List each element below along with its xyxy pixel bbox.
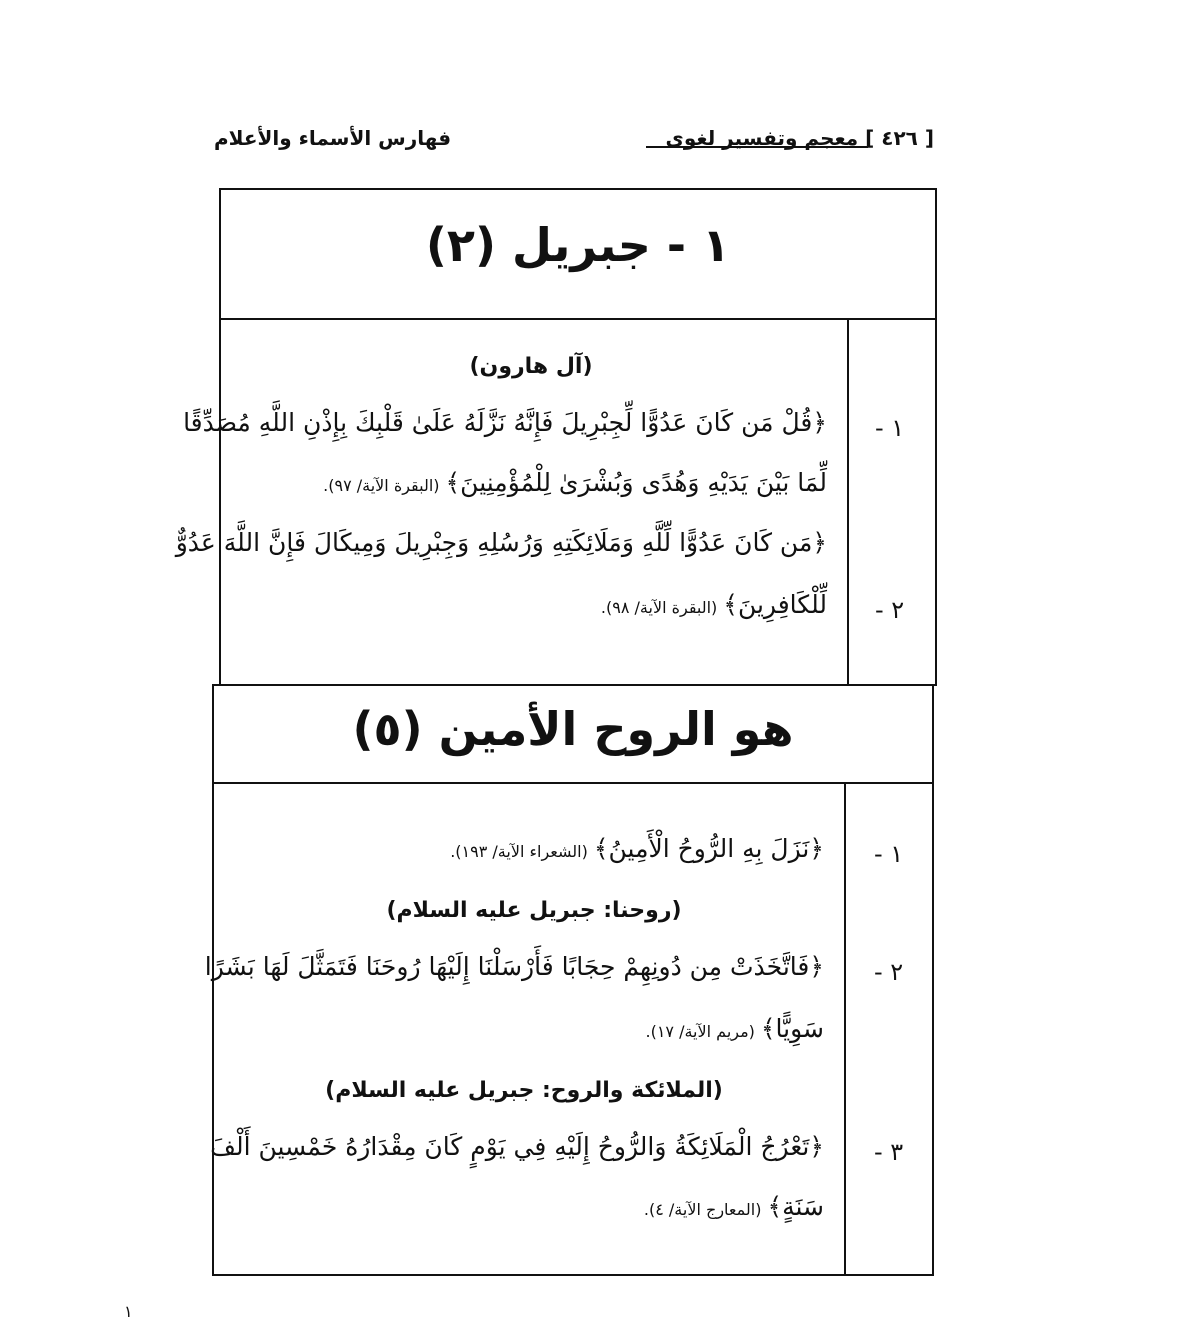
page-header [214,118,934,158]
number-column-divider [847,320,849,684]
verse-reference: (الشعراء الآية/ ١٩٣). [450,842,588,861]
verse-text: سَوِيًّا﴾ [760,1014,824,1043]
section-jibril-title-box [221,190,935,320]
verse-line: ﴿قُلْ مَن كَانَ عَدُوًّا لِّجِبْرِيلَ فَإِنَّهُ نَزَّلَهُ عَلَىٰ قَلْبِكَ بِإِذْنِ اللَّهِ مُصَدِّقًا [183,408,827,437]
verse-reference: (البقرة الآية/ ٩٧). [323,476,440,495]
page-number-and-book-title: [ ٤٢٦ ] معجم وتفسير لغوى [665,126,934,150]
verse-text: لِّمَا بَيْنَ يَدَيْهِ وَهُدًى وَبُشْرَىٰ لِلْمُؤْمِنِينَ﴾ [445,468,827,497]
verse-line: ﴿فَاتَّخَذَتْ مِن دُونِهِمْ حِجَابًا فَأَرْسَلْنَا إِلَيْهَا رُوحَنَا فَتَمَثَّلَ لَهَا بَشَرًا [204,952,824,981]
verse-line: ﴿تَعْرُجُ الْمَلَائِكَةُ وَالرُّوحُ إِلَيْهِ فِي يَوْمٍ كَانَ مِقْدَارُهُ خَمْسِينَ أَلْفَ [210,1132,824,1161]
entry-subheading: (الملائكة والروح: جبريل عليه السلام) [325,1078,723,1103]
section-jibril-box [175,188,937,686]
entry-number: ٢ - [875,596,905,624]
header-rule [646,146,868,148]
verse-line [224,1192,824,1221]
number-column-divider [844,784,846,1274]
verse-text: لِّلْكَافِرِينَ﴾ [723,590,827,619]
page-corner-mark: ١ [124,1302,133,1321]
section-ruh-amin-box [204,684,934,1276]
entry-number: ١ - [874,840,904,868]
section-ruh-amin-title-box [214,686,932,784]
entry-subheading: (روحنا: جبريل عليه السلام) [386,898,682,923]
entry-number: ٣ - [874,1138,904,1166]
verse-line [224,834,824,863]
verse-text: ﴿نَزَلَ بِهِ الرُّوحُ الْأَمِينُ﴾ [593,834,824,863]
section-ruh-amin-title: هو الروح الأمين (٥) [352,702,794,756]
verse-reference: (المعارج الآية/ ٤). [643,1200,762,1219]
entry-number: ١ - [875,414,905,442]
verse-reference: (مريم الآية/ ١٧). [645,1022,755,1041]
verse-reference: (البقرة الآية/ ٩٨). [600,598,718,617]
verse-line [227,468,827,497]
entry-subheading: (آل هارون) [469,354,593,379]
entry-number: ٢ - [874,958,904,986]
verse-line: ﴿مَن كَانَ عَدُوًّا لِّلَّهِ وَمَلَائِكَتِهِ وَرُسُلِهِ وَجِبْرِيلَ وَمِيكَالَ فَإِنَّ اللَّهَ عَدُوٌّ [175,528,827,557]
section-jibril-title: ١ - جبريل (٢) [425,218,731,272]
verse-text: سَنَةٍ﴾ [767,1192,824,1221]
verse-line [227,590,827,619]
section-title: فهارس الأسماء والأعلام [214,126,452,150]
verse-line [224,1014,824,1043]
